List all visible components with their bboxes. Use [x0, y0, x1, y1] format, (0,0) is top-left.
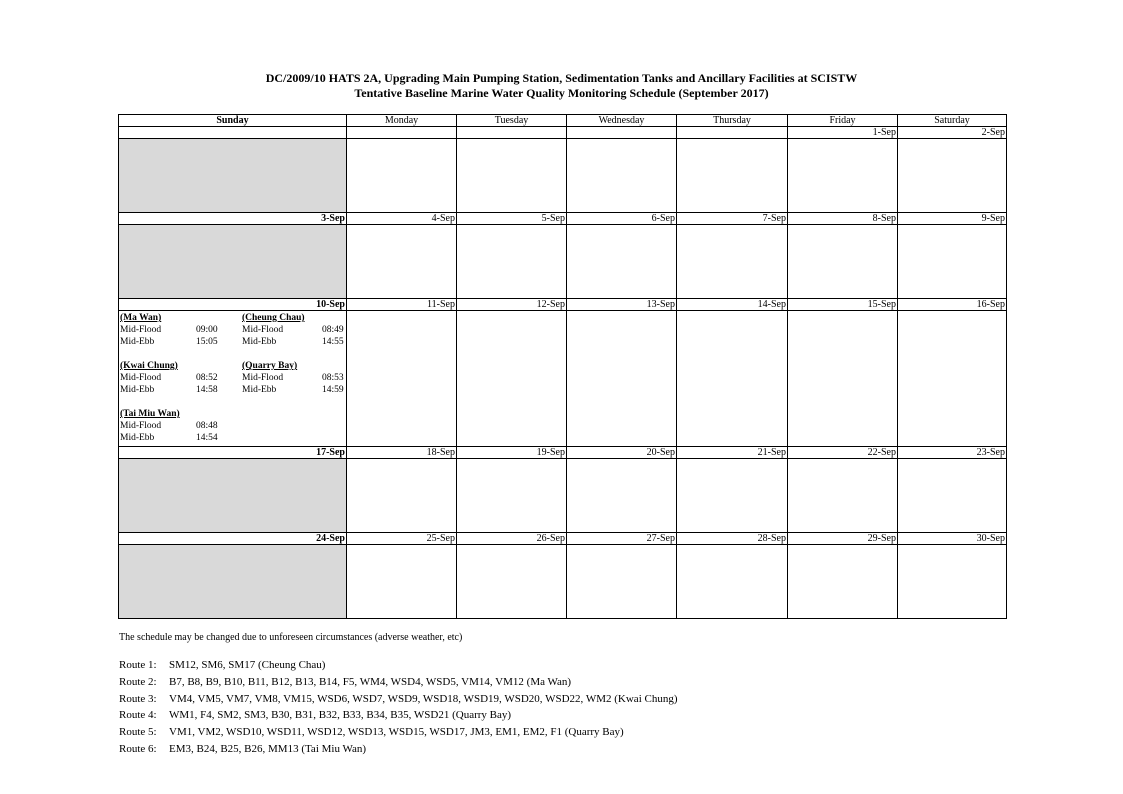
station-heading: (Quarry Bay) — [242, 361, 298, 371]
day-cell — [347, 459, 457, 533]
week-body-row — [119, 311, 1007, 447]
date-cell: 15-Sep — [788, 299, 898, 311]
day-cell — [457, 311, 567, 447]
tide-label: Mid-Flood — [120, 325, 162, 335]
day-cell — [119, 139, 347, 213]
tide-time: 09:00 — [196, 325, 218, 335]
tide-time: 15:05 — [196, 337, 218, 347]
station-heading: (Cheung Chau) — [242, 313, 305, 323]
tide-label: Mid-Ebb — [242, 385, 277, 395]
week-date-row — [119, 127, 1007, 139]
weekday-header: Monday — [347, 115, 457, 127]
route-label: Route 6: — [119, 742, 157, 755]
date-cell: 9-Sep — [898, 213, 1007, 225]
route-label: Route 4: — [119, 709, 157, 722]
tide-label: Mid-Ebb — [120, 433, 155, 443]
weekday-header: Saturday — [898, 115, 1007, 127]
day-cell — [567, 545, 677, 619]
tide-label: Mid-Ebb — [120, 337, 155, 347]
route-item — [119, 724, 678, 741]
route-item — [119, 691, 678, 708]
date-cell: 8-Sep — [788, 213, 898, 225]
date-cell: 4-Sep — [347, 213, 457, 225]
tide-time: 14:54 — [196, 433, 218, 443]
weekday-header-row — [119, 115, 1007, 127]
day-cell — [898, 225, 1007, 299]
day-cell — [788, 139, 898, 213]
week-body-row — [119, 139, 1007, 213]
date-cell: 5-Sep — [457, 213, 567, 225]
day-cell — [567, 139, 677, 213]
day-cell — [898, 139, 1007, 213]
day-cell — [898, 459, 1007, 533]
tide-time: 08:48 — [196, 421, 218, 431]
day-cell — [457, 545, 567, 619]
tide-time: 08:52 — [196, 373, 218, 383]
route-label: Route 3: — [119, 692, 157, 705]
day-cell — [119, 225, 347, 299]
tide-time: 08:49 — [322, 325, 344, 335]
route-label: Route 2: — [119, 675, 157, 688]
day-cell — [898, 311, 1007, 447]
date-cell: 3-Sep — [119, 213, 347, 225]
tide-schedule — [119, 311, 346, 444]
day-cell — [677, 459, 788, 533]
date-cell: 14-Sep — [677, 299, 788, 311]
week-date-row — [119, 447, 1007, 459]
date-cell: 28-Sep — [677, 533, 788, 545]
week-date-row — [119, 299, 1007, 311]
document-title: DC/2009/10 HATS 2A, Upgrading Main Pumping Station, Sedimentation Tanks and Ancillary Facilities at SCISTW — [265, 71, 858, 85]
day-cell — [567, 311, 677, 447]
route-stations: B7, B8, B9, B10, B11, B12, B13, B14, F5, WM4, WSD4, WSD5, VM14, VM12 (Ma Wan) — [169, 675, 572, 688]
day-cell — [119, 545, 347, 619]
date-cell: 25-Sep — [347, 533, 457, 545]
day-cell — [567, 459, 677, 533]
station-heading: (Kwai Chung) — [120, 361, 178, 371]
tide-label: Mid-Ebb — [242, 337, 277, 347]
day-cell — [788, 459, 898, 533]
day-cell — [457, 139, 567, 213]
date-cell — [347, 127, 457, 139]
weekday-header: Thursday — [677, 115, 788, 127]
week-body-row — [119, 545, 1007, 619]
day-cell — [457, 459, 567, 533]
route-item — [119, 657, 678, 674]
date-cell: 21-Sep — [677, 447, 788, 459]
weekday-header: Friday — [788, 115, 898, 127]
station-heading: (Tai Miu Wan) — [120, 409, 180, 419]
route-label: Route 5: — [119, 726, 157, 739]
route-list — [119, 657, 678, 758]
tide-time: 08:53 — [322, 373, 344, 383]
date-cell: 30-Sep — [898, 533, 1007, 545]
day-cell — [788, 225, 898, 299]
route-stations: SM12, SM6, SM17 (Cheung Chau) — [169, 659, 326, 671]
tide-time: 14:55 — [322, 337, 344, 347]
weekday-header: Tuesday — [457, 115, 567, 127]
date-cell: 7-Sep — [677, 213, 788, 225]
date-cell: 10-Sep — [119, 299, 347, 311]
route-stations: EM3, B24, B25, B26, MM13 (Tai Miu Wan) — [169, 742, 367, 755]
route-item — [119, 741, 678, 758]
day-cell — [677, 225, 788, 299]
date-cell: 26-Sep — [457, 533, 567, 545]
day-cell — [347, 225, 457, 299]
tide-label: Mid-Flood — [120, 421, 162, 431]
day-cell — [677, 311, 788, 447]
day-cell — [788, 545, 898, 619]
week-date-row — [119, 533, 1007, 545]
route-label: Route 1: — [119, 659, 157, 671]
date-cell: 23-Sep — [898, 447, 1007, 459]
schedule-subtitle: Tentative Baseline Marine Water Quality Monitoring Schedule (September 2017) — [354, 86, 769, 100]
date-cell: 6-Sep — [567, 213, 677, 225]
week-body-row — [119, 225, 1007, 299]
day-cell — [677, 545, 788, 619]
weekday-header: Wednesday — [567, 115, 677, 127]
date-cell: 27-Sep — [567, 533, 677, 545]
week-body-row — [119, 459, 1007, 533]
date-cell: 2-Sep — [898, 127, 1007, 139]
day-cell — [347, 311, 457, 447]
route-stations: VM1, VM2, WSD10, WSD11, WSD12, WSD13, WSD15, WSD17, JM3, EM1, EM2, F1 (Quarry Bay) — [169, 726, 624, 739]
date-cell: 22-Sep — [788, 447, 898, 459]
station-heading: (Ma Wan) — [120, 313, 162, 323]
date-cell — [567, 127, 677, 139]
tide-label: Mid-Flood — [242, 373, 284, 383]
date-cell: 29-Sep — [788, 533, 898, 545]
date-cell — [119, 127, 347, 139]
day-cell — [347, 139, 457, 213]
date-cell: 13-Sep — [567, 299, 677, 311]
date-cell: 19-Sep — [457, 447, 567, 459]
schedule-note: The schedule may be changed due to unforeseen circumstances (adverse weather, etc) — [119, 632, 463, 643]
tide-label: Mid-Ebb — [120, 385, 155, 395]
date-cell — [457, 127, 567, 139]
tide-label: Mid-Flood — [120, 373, 162, 383]
tide-time: 14:59 — [322, 385, 344, 395]
tide-label: Mid-Flood — [242, 325, 284, 335]
date-cell: 24-Sep — [119, 533, 347, 545]
date-cell: 12-Sep — [457, 299, 567, 311]
week-date-row — [119, 213, 1007, 225]
date-cell: 1-Sep — [788, 127, 898, 139]
day-cell — [119, 459, 347, 533]
route-stations: WM1, F4, SM2, SM3, B30, B31, B32, B33, B34, B35, WSD21 (Quarry Bay) — [169, 709, 512, 722]
route-stations: VM4, VM5, VM7, VM8, VM15, WSD6, WSD7, WSD9, WSD18, WSD19, WSD20, WSD22, WM2 (Kwai Chung) — [169, 692, 678, 705]
weekday-header: Sunday — [119, 115, 347, 127]
date-cell: 11-Sep — [347, 299, 457, 311]
date-cell — [677, 127, 788, 139]
date-cell: 16-Sep — [898, 299, 1007, 311]
day-cell-sampling — [119, 311, 347, 447]
day-cell — [677, 139, 788, 213]
day-cell — [898, 545, 1007, 619]
date-cell: 17-Sep — [119, 447, 347, 459]
date-cell: 18-Sep — [347, 447, 457, 459]
day-cell — [347, 545, 457, 619]
route-item — [119, 674, 678, 691]
calendar-table — [118, 114, 1007, 619]
route-item — [119, 707, 678, 724]
day-cell — [457, 225, 567, 299]
day-cell — [788, 311, 898, 447]
date-cell: 20-Sep — [567, 447, 677, 459]
day-cell — [567, 225, 677, 299]
tide-time: 14:58 — [196, 385, 218, 395]
